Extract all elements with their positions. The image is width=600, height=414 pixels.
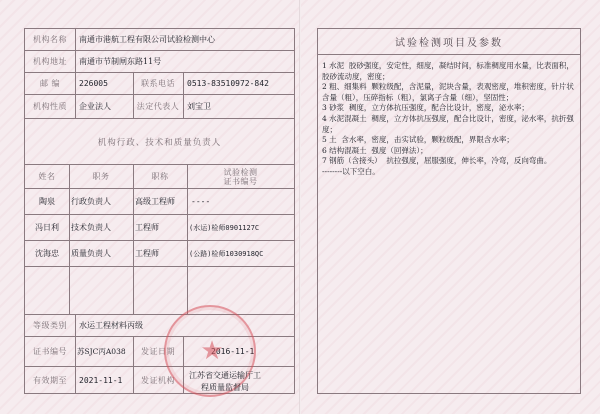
org-nature: 企业法人 xyxy=(79,102,111,111)
row-org-nature xyxy=(25,95,294,119)
phone: 0513-83510972-842 xyxy=(187,79,269,88)
person-title: 工程师 xyxy=(135,249,159,258)
list-item: 7 钢筋（含接头） 抗拉强度，屈服强度，伸长率，冷弯，反向弯曲。 xyxy=(322,156,552,166)
org-name: 南通市港航工程有限公司试验检测中心 xyxy=(79,35,215,44)
person-name: 冯日利 xyxy=(35,223,59,232)
person-title: 工程师 xyxy=(135,223,159,232)
row-org-name xyxy=(25,29,294,51)
postcode-label: 邮 编 xyxy=(39,79,61,88)
phone-label: 联系电话 xyxy=(141,79,175,88)
list-item: 1 水泥 胶砂强度，安定性，细度，凝结时间，标准稠度用水量，比表面积，胶砂流动度，密度； xyxy=(322,61,574,81)
person-title: 高级工程师 xyxy=(135,197,175,206)
table-row xyxy=(25,215,294,241)
person-cert: (公路)检师1030918QC xyxy=(189,249,264,258)
grade-label: 等级类别 xyxy=(33,321,67,330)
list-item: 6 结构混凝土 强度（回弹法）； xyxy=(322,145,428,155)
person-cert: (水运)检师0901127C xyxy=(189,223,260,232)
issuer-line-1: 江苏省交通运输厅工 xyxy=(189,371,261,380)
list-item: --------以下空白。 xyxy=(322,166,380,176)
org-address: 南通市节制闸东路11号 xyxy=(79,57,162,66)
person-cert: ---- xyxy=(191,197,211,206)
person-duty: 行政负责人 xyxy=(71,197,111,206)
list-item: 5 土 含水率，密度，击实试验，颗粒级配，界限含水率； xyxy=(322,135,514,145)
org-nature-label: 机构性质 xyxy=(33,102,67,111)
row-personnel-title xyxy=(25,119,294,165)
table-row xyxy=(25,189,294,215)
valid-until-label: 有效期至 xyxy=(33,376,67,385)
header-duty: 职务 xyxy=(92,172,110,181)
issuer xyxy=(180,370,270,394)
row-postcode-phone xyxy=(25,73,294,95)
org-address-label: 机构地址 xyxy=(33,57,67,66)
page-fold xyxy=(299,0,301,414)
list-item: 3 砂浆 稠度，立方体抗压强度，配合比设计，密度，泌水率； xyxy=(322,103,529,113)
issue-date-label: 发证日期 xyxy=(141,347,175,356)
legal-rep: 刘宝卫 xyxy=(187,102,211,111)
row-blank xyxy=(25,267,294,315)
person-duty: 技术负责人 xyxy=(71,223,111,232)
seal-star-icon: ★ xyxy=(200,336,224,366)
issuer-line-2: 程质量监督局 xyxy=(201,383,249,392)
test-items-title: 试验检测项目及参数 xyxy=(318,29,580,55)
list-item: 4 水泥混凝土 稠度，立方体抗压强度，配合比设计，密度，泌水率，抗折强度； xyxy=(322,113,574,134)
header-title: 职称 xyxy=(151,172,169,181)
personnel-title: 机构行政、技术和质量负责人 xyxy=(97,137,222,148)
issuer-label: 发证机构 xyxy=(141,376,175,385)
row-org-address xyxy=(25,51,294,73)
test-items-panel xyxy=(317,28,581,394)
header-cert: 试验检测 证书编号 xyxy=(223,167,258,186)
postcode: 226005 xyxy=(79,79,108,88)
person-duty: 质量负责人 xyxy=(71,249,111,258)
org-name-label: 机构名称 xyxy=(33,35,67,44)
person-name: 沈海忠 xyxy=(35,249,59,258)
person-name: 陶泉 xyxy=(39,197,55,206)
cert-no: 苏SJC丙A038 xyxy=(77,347,126,356)
valid-until: 2021-11-1 xyxy=(79,376,123,385)
test-items-list xyxy=(322,61,576,178)
row-grade xyxy=(25,315,294,337)
header-name: 姓名 xyxy=(38,172,56,181)
legal-rep-label: 法定代表人 xyxy=(136,102,180,111)
cert-no-label: 证书编号 xyxy=(33,347,67,356)
personnel-header-row xyxy=(25,165,294,189)
grade: 水运工程材料丙级 xyxy=(79,321,143,330)
issue-date: 2016-11-1 xyxy=(211,347,255,356)
table-row xyxy=(25,241,294,267)
list-item: 2 粗、细集料 颗粒级配，含泥量，泥块含量，表观密度，堆积密度，针片状含量（粗），压碎指标（粗），氯离子含量（细），坚固性； xyxy=(322,82,574,102)
